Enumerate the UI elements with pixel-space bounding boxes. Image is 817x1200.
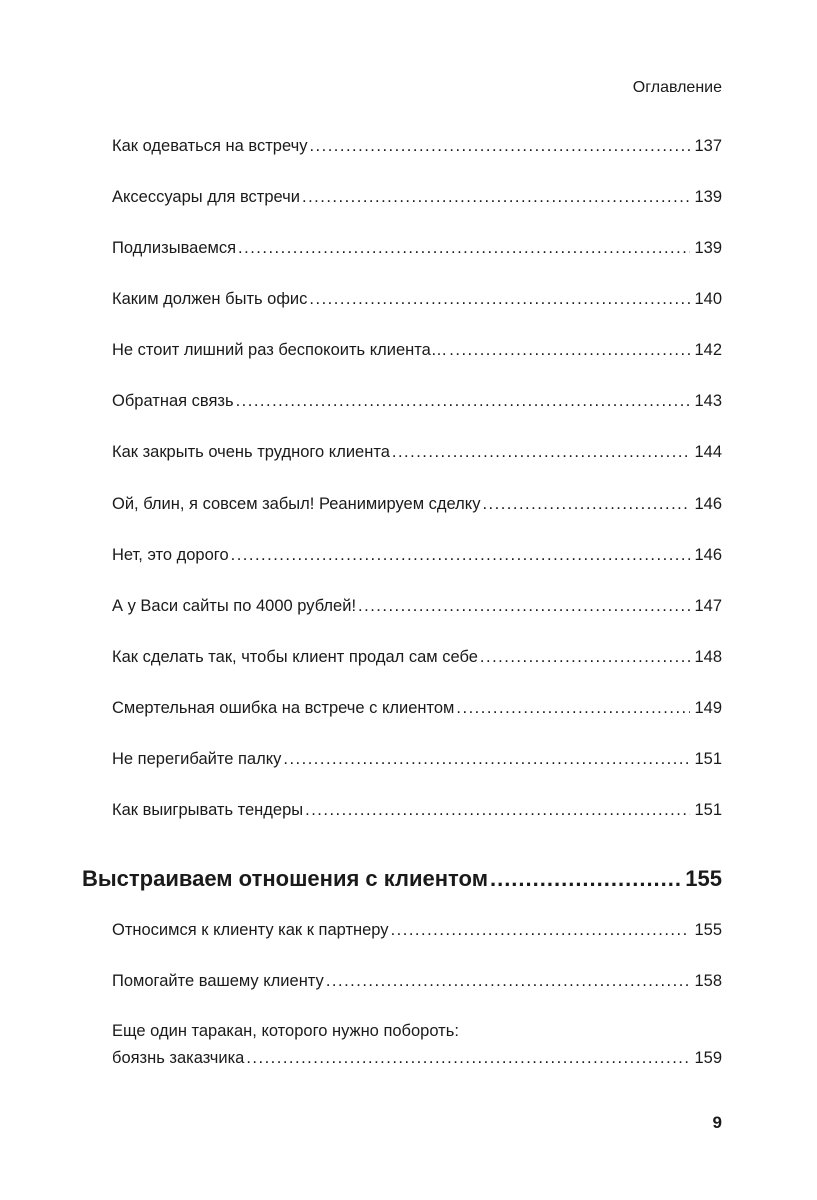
dot-leader <box>246 1046 690 1070</box>
running-header: Оглавление <box>632 79 722 96</box>
dot-leader <box>490 864 681 894</box>
toc-entry[interactable] <box>112 798 722 822</box>
toc-entry-title: Ой, блин, я совсем забыл! Реанимируем сделку <box>112 495 481 513</box>
toc-entry[interactable] <box>112 918 722 942</box>
toc-entry-title: Как выигрывать тендеры <box>112 801 304 819</box>
toc-entry[interactable] <box>112 236 722 260</box>
dot-leader <box>231 543 691 567</box>
toc-entry-page: 147 <box>694 597 722 615</box>
toc-entry-page: 139 <box>694 239 722 257</box>
toc-entry-title: Смертельная ошибка на встрече с клиентом <box>112 699 455 717</box>
toc-entry[interactable] <box>112 543 722 567</box>
toc-entry-page: 143 <box>694 392 722 410</box>
toc-entry-title: Как закрыть очень трудного клиента <box>112 443 390 461</box>
toc-entry-title: А у Васи сайты по 4000 рублей! <box>112 597 357 615</box>
toc-entry[interactable] <box>112 969 722 993</box>
toc-entry[interactable] <box>112 747 722 771</box>
dot-leader <box>238 236 690 260</box>
toc-entry-page: 146 <box>694 495 722 513</box>
dot-leader <box>482 492 690 516</box>
dot-leader <box>456 696 690 720</box>
page-number: 9 <box>712 1113 722 1132</box>
toc-entry-page: 149 <box>694 699 722 717</box>
toc-entry[interactable] <box>112 338 722 362</box>
toc-entry[interactable] <box>112 594 722 618</box>
toc-entry-title: Обратная связь <box>112 392 234 410</box>
dot-leader <box>358 594 690 618</box>
toc-entry-title: Нет, это дорого <box>112 546 229 564</box>
toc-entry[interactable] <box>112 185 722 209</box>
toc-entry-page: 158 <box>694 972 722 990</box>
dot-leader <box>283 747 690 771</box>
dot-leader <box>305 798 690 822</box>
toc-entry-page: 146 <box>694 546 722 564</box>
toc-entry[interactable] <box>112 440 722 464</box>
toc-section-heading[interactable] <box>82 864 722 894</box>
toc-entry-page: 151 <box>694 801 722 819</box>
toc-entry[interactable] <box>112 696 722 720</box>
toc-entry[interactable] <box>112 134 722 158</box>
toc-entry[interactable] <box>112 1046 722 1070</box>
dot-leader <box>326 969 691 993</box>
section-page: 155 <box>685 866 722 891</box>
dot-leader <box>309 134 690 158</box>
toc-entry-title: Подлизываемся <box>112 239 237 257</box>
toc-entry-page: 142 <box>694 341 722 359</box>
toc-entry-title: Аксессуары для встречи <box>112 188 300 206</box>
toc-entry-page: 155 <box>694 921 722 939</box>
dot-leader <box>302 185 690 209</box>
toc-entry-page: 140 <box>694 290 722 308</box>
toc-entry-title: Каким должен быть офис <box>112 290 308 308</box>
toc-entry-page: 144 <box>694 443 722 461</box>
toc-entry[interactable] <box>112 287 722 311</box>
toc-entry-title: Как одеваться на встречу <box>112 137 308 155</box>
toc-entry-page: 151 <box>694 750 722 768</box>
toc-entry-page: 137 <box>694 137 722 155</box>
dot-leader <box>449 338 690 362</box>
toc-entry-title: Относимся к клиенту как к партнеру <box>112 921 389 939</box>
toc-entry[interactable] <box>112 645 722 669</box>
section-title: Выстраиваем отношения с клиентом <box>82 866 488 891</box>
dot-leader <box>391 918 691 942</box>
toc-entry-title: Не перегибайте палку <box>112 750 282 768</box>
dot-leader <box>392 440 691 464</box>
toc-entry-page: 159 <box>694 1049 722 1067</box>
dot-leader <box>236 389 691 413</box>
toc-entry-title-line1: Еще один таракан, которого нужно побороть: <box>112 1022 459 1040</box>
toc-entry-title: Не стоит лишний раз беспокоить клиента… <box>112 341 448 359</box>
toc-entry-page: 139 <box>694 188 722 206</box>
toc-entry[interactable] <box>112 492 722 516</box>
toc-entry-title: Помогайте вашему клиенту <box>112 972 324 990</box>
toc-entry-page: 148 <box>694 648 722 666</box>
toc-entry-title: Как сделать так, чтобы клиент продал сам себе <box>112 648 478 666</box>
dot-leader <box>480 645 691 669</box>
toc-entry-title: боязнь заказчика <box>112 1049 245 1067</box>
dot-leader <box>309 287 690 311</box>
toc-entry[interactable] <box>112 389 722 413</box>
